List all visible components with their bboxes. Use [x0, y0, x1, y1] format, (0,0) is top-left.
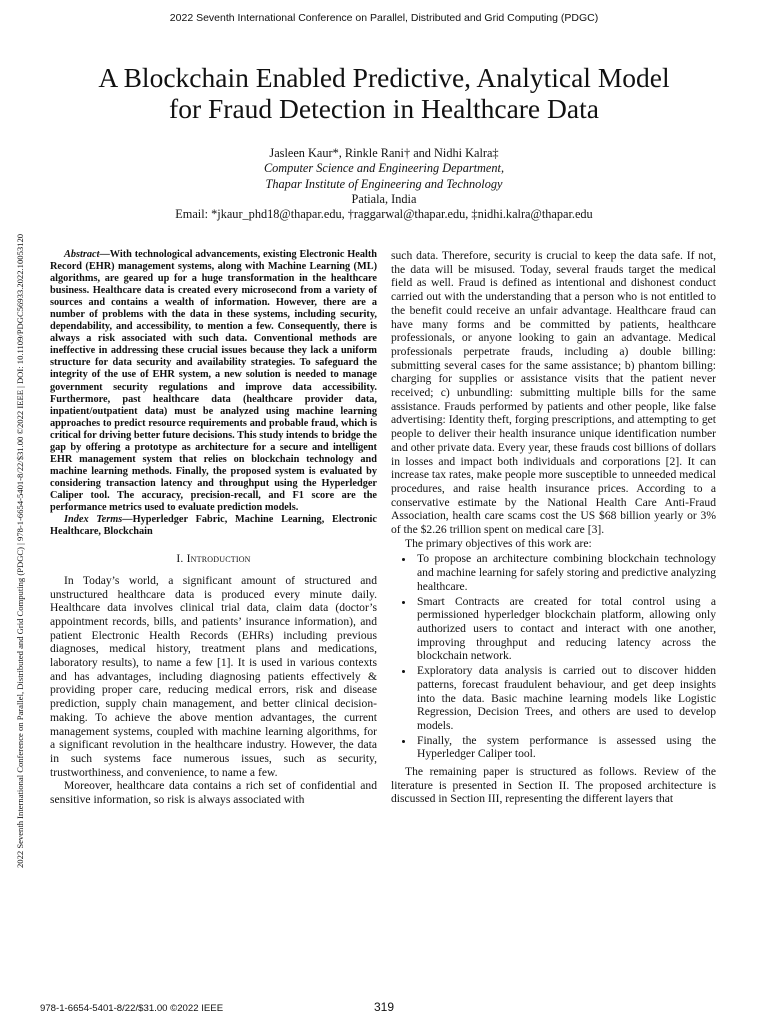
title-line-1: A Blockchain Enabled Predictive, Analytical Model	[98, 62, 670, 93]
left-column	[50, 249, 377, 807]
abstract	[50, 249, 377, 514]
intro-paragraph-2: Moreover, healthcare data contains a rich set of confidential and sensitive information, so risk is always associated with	[50, 779, 377, 807]
footer-isbn: 978-1-6654-5401-8/22/$31.00 ©2022 IEEE	[40, 1003, 224, 1014]
affiliation-department: Computer Science and Engineering Department,	[263, 161, 505, 176]
intro-paragraph-continued: such data. Therefore, security is crucial to keep the data safe. If not, the data will be misused. Today, several frauds target the medical field as well. Fraud is defined as intentional and dishonest conduct carried out with the understanding that a person who is not entitled to the benefit could receive an unfair advantage. Healthcare fraud can have many forms and be committed by patients, healthcare professionals, or anyone looking to gain an advantage. Medical professionals perpetrate frauds, including a) double billing: submitting several cases for the same assistance; b) phantom billing: charging for supplies or assistance visits that the patient never received; c) unbundling: submitting multiple bills for the same assistance. Frauds performed by patients and other people, like false advertising: Identity theft, forging prescriptions, and attempting to get people to deliver their health insurance unique identification number and other private data. Every year, these frauds cost billions of dollars in losses and impact both individuals and corporations [2]. It can increase tax rates, make people more susceptible to unneeded medical procedures, and raise health insurance prices. According to a conservative estimate by the National Health Care Anti-Fraud Association, health care scams cost the US $68 billion yearly or 3% of the $2.26 trillion spent on medical care [3].	[391, 249, 716, 537]
right-column	[391, 249, 716, 806]
abstract-text: —With technological advancements, existing Electronic Health Record (EHR) management systems, along with Machine Learning (ML) algorithms, are geared up for a huge transformation in the healthcare business. Healthcare data is created every microsecond from a variety of sources and contains a wealth of information. However, there are a number of problems with the data in these systems, including security, dependability, and accessibility, to mention a few. Consequently, there is always a risk associated with such data. Conventional methods are ineffective in addressing these crucial issues because they lack a uniform structure for data security and availability strategies. To safeguard the integrity of the use of EHR system, a new solution is needed to manage government security regulations and improve data accessibility. Furthermore, past healthcare data (healthcare provider data, inpatient/outpatient data) must be analyzed using machine learning approaches to predict resource requirements and probable fraud, which is critical for driving better future decisions. This study intends to bridge the gap by offering a prototype as architecture for a secure and intelligent EHR management system that relies on blockchain technology and machine learning methods. Finally, the proposed system is evaluated by considering transaction latency and throughput using the Hyperledger Caliper tool. The accuracy, precision-recall, and F1 score are the performance metrics used to evaluate prediction models.	[50, 249, 377, 513]
objectives-list	[391, 552, 716, 761]
conference-header: 2022 Seventh International Conference on Parallel, Distributed and Grid Computing (PDGC)	[169, 12, 599, 24]
author-location: Patiala, India	[351, 191, 417, 206]
intro-paragraph-1: In Today’s world, a significant amount of structured and unstructured healthcare data is produced every minute daily. Healthcare data involves clinical trial data, claim data (doctor’s appointment records, bills, and patients’ insurance information), and patient Electronic Health Records (EHRs) including previous diagnoses, medical history, treatment plans and medications, laboratory results), to name a few [1]. It is used in various contexts and has advantages, including diagnosing patients effectively & providing proper care, reducing medical errors, risk and disease prediction, supply chain management, and better clinical decision-making. To achieve the above mention advantages, the current management systems, coupled with machine learning algorithms, for a significant revolution in the healthcare industry. However, the data in such systems face numerous issues, such as security, trustworthiness, and convenience, to name a few.	[50, 573, 377, 779]
list-item: • Exploratory data analysis is carried out to discover hidden patterns, forecast fraudulent behaviour, and get deep insights into the data. Basic machine learning models like Logistic Regression, Decision Trees, and others are used to develop models.	[415, 664, 716, 733]
author-names: Jasleen Kaur*, Rinkle Rani† and Nidhi Kalra‡	[269, 146, 499, 160]
side-citation-note: 2022 Seventh International Conference on Parallel, Distributed and Grid Computing (PDGC) | 978-1-6654-5401-8/22/$31.00 ©2022 IEEE | DOI: 10.1109/PDGC56933.2022.10053120	[15, 233, 25, 868]
index-terms	[50, 514, 377, 538]
paper-title	[40, 62, 728, 124]
page-number: 319	[373, 1000, 395, 1014]
list-item: • Smart Contracts are created for total control using a permissioned hyperledger blockchain platform, allowing only authorized users to contact and interact with one another, improving throughput and reducing latency across the blockchain network.	[415, 595, 716, 664]
structure-paragraph: The remaining paper is structured as follows. Review of the literature is presented in Section II. The proposed architecture is discussed in Section III, representing the different layers that	[391, 765, 716, 806]
author-emails: Email: *jkaur_phd18@thapar.edu, †raggarwal@thapar.edu, ‡nidhi.kalra@thapar.edu	[175, 207, 593, 222]
objectives-intro: The primary objectives of this work are:	[405, 536, 592, 550]
section-numeral: I.	[176, 552, 184, 566]
index-terms-label: Index Terms	[64, 514, 123, 526]
section-title: Introduction	[186, 552, 251, 566]
list-item: • Finally, the system performance is assessed using the Hyperledger Caliper tool.	[415, 734, 716, 761]
author-block	[60, 146, 708, 222]
index-terms-text: —Hyperledger Fabric, Machine Learning, Electronic Healthcare, Blockchain	[50, 514, 377, 538]
affiliation-institute: Thapar Institute of Engineering and Technology	[265, 176, 503, 191]
list-item: • To propose an architecture combining blockchain technology and machine learning for safely storing and predictive analyzing healthcare.	[415, 552, 716, 593]
abstract-label: Abstract	[64, 249, 100, 260]
section-heading-introduction	[50, 552, 377, 566]
title-line-2: for Fraud Detection in Healthcare Data	[169, 93, 599, 124]
